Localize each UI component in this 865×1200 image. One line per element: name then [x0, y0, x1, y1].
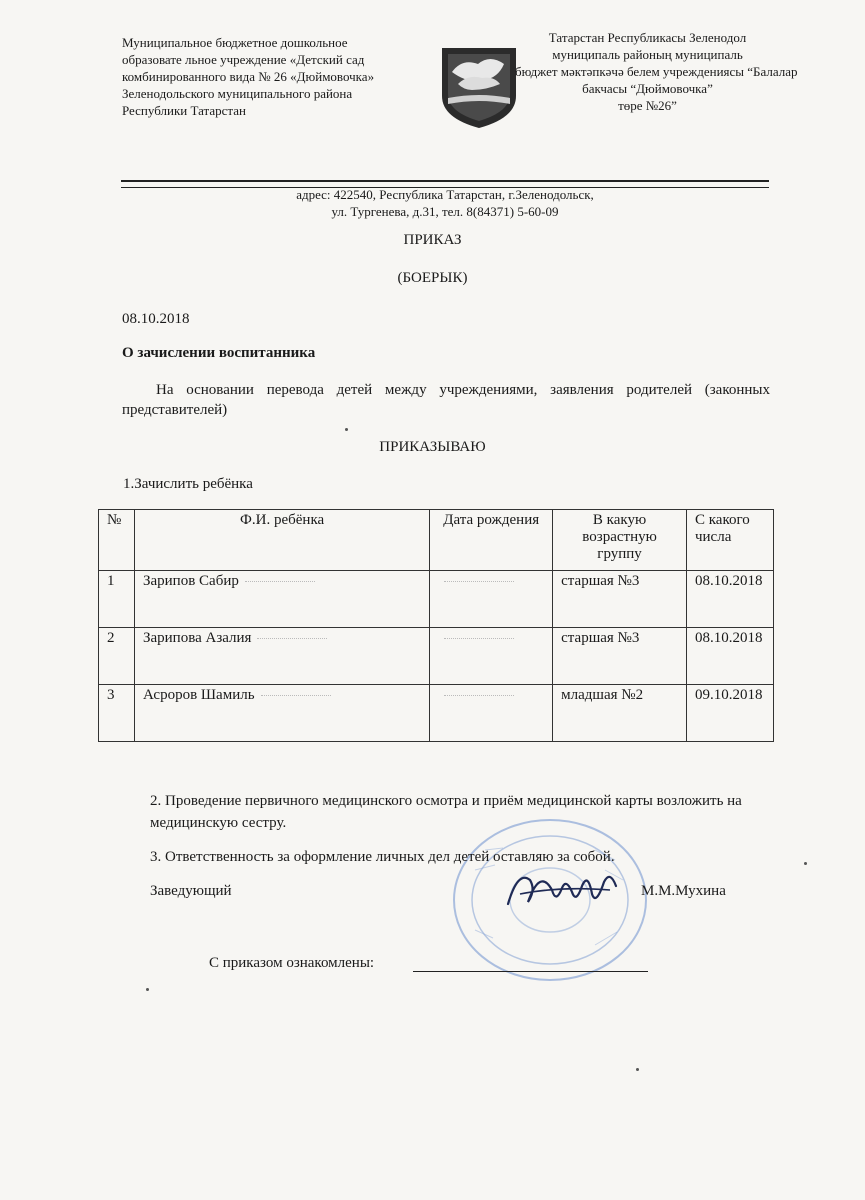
header-right-line: бакчасы “Дюймовочка”	[582, 81, 713, 96]
children-table	[98, 509, 774, 742]
header-right-line: төре №26”	[618, 98, 677, 113]
signature-icon	[500, 860, 635, 915]
signer-name: М.М.Мухина	[641, 883, 726, 899]
cell-name	[134, 685, 429, 742]
col-header-name: Ф.И. ребёнка	[134, 510, 429, 571]
child-name: Зарипов Сабир	[142, 573, 239, 589]
header-left-line: комбинированного вида № 26 «Дюймовочка»	[122, 69, 375, 84]
col-header-dob: Дата рождения	[430, 510, 553, 571]
table-header-row	[99, 510, 774, 571]
cell-num: 2	[99, 628, 135, 685]
doc-subtitle: (БОЕРЫК)	[397, 270, 468, 286]
cell-from: 09.10.2018	[686, 685, 773, 742]
cell-dob	[430, 571, 553, 628]
doc-date: 08.10.2018	[122, 311, 190, 327]
header-left-block	[122, 34, 422, 119]
col-header-num: №	[99, 510, 135, 571]
child-name: Асроров Шамиль	[142, 687, 255, 703]
header-left-line: Зеленодольского муниципального района	[122, 86, 353, 101]
cell-from: 08.10.2018	[686, 571, 773, 628]
redacted-mark	[257, 638, 327, 640]
address-line-1: адрес: 422540, Республика Татарстан, г.Зеленодольск,	[296, 187, 594, 202]
item-3: 3. Ответственность за оформление личных дел детей оставляю за собой.	[150, 849, 615, 865]
item-1: 1.Зачислить ребёнка	[123, 476, 253, 492]
col-header-group: В какую возрастную группу	[553, 510, 687, 571]
header-right-line: Татарстан Республикасы Зеленодол	[548, 30, 747, 45]
cell-group: младшая №2	[553, 685, 687, 742]
scan-speck	[345, 428, 348, 431]
cell-name	[134, 571, 429, 628]
col-header-from: С какого числа	[686, 510, 773, 571]
order-word: ПРИКАЗЫВАЮ	[379, 439, 486, 455]
item-2: 2. Проведение первичного медицинского осмотра и приём медицинской карты возложить на медицинскую сестру.	[150, 793, 742, 831]
address-block	[150, 186, 740, 220]
table-row	[99, 685, 774, 742]
cell-num: 1	[99, 571, 135, 628]
header-left-line: образовате льное учреждение «Детский сад	[122, 52, 365, 67]
redacted-mark	[245, 581, 315, 583]
redacted-mark	[261, 695, 331, 697]
acquainted-label: С приказом ознакомлены:	[209, 955, 375, 971]
cell-dob	[430, 628, 553, 685]
cell-from: 08.10.2018	[686, 628, 773, 685]
cell-name	[134, 628, 429, 685]
scan-speck	[636, 1068, 639, 1071]
doc-title: ПРИКАЗ	[403, 232, 462, 248]
cell-group: старшая №3	[553, 628, 687, 685]
cell-num: 3	[99, 685, 135, 742]
header-left-line: Муниципальное бюджетное дошкольное	[122, 35, 348, 50]
coat-of-arms-icon	[438, 44, 520, 130]
header-left-line: Республики Татарстан	[122, 103, 246, 118]
scan-speck	[804, 862, 807, 865]
signer-title: Заведующий	[150, 883, 232, 899]
acquainted-signature-line	[413, 970, 648, 972]
cell-dob	[430, 685, 553, 742]
table-row	[99, 571, 774, 628]
table-row	[99, 628, 774, 685]
doc-subject: О зачислении воспитанника	[122, 345, 316, 361]
redacted-mark	[444, 695, 514, 697]
basis-paragraph: На основании перевода детей между учреждениями, заявления родителей (законных представителей)	[122, 382, 770, 418]
header-right-block	[515, 29, 798, 114]
address-line-2: ул. Тургенева, д.31, тел. 8(84371) 5-60-09	[331, 204, 559, 219]
redacted-mark	[444, 638, 514, 640]
cell-group: старшая №3	[553, 571, 687, 628]
header-right-line: муниципаль районың муниципаль	[552, 47, 743, 62]
redacted-mark	[444, 581, 514, 583]
header-right-line: бюджет мәктәпкәчә белем учреждениясы “Балалар	[515, 64, 798, 79]
child-name: Зарипова Азалия	[142, 630, 252, 646]
scan-speck	[146, 988, 149, 991]
